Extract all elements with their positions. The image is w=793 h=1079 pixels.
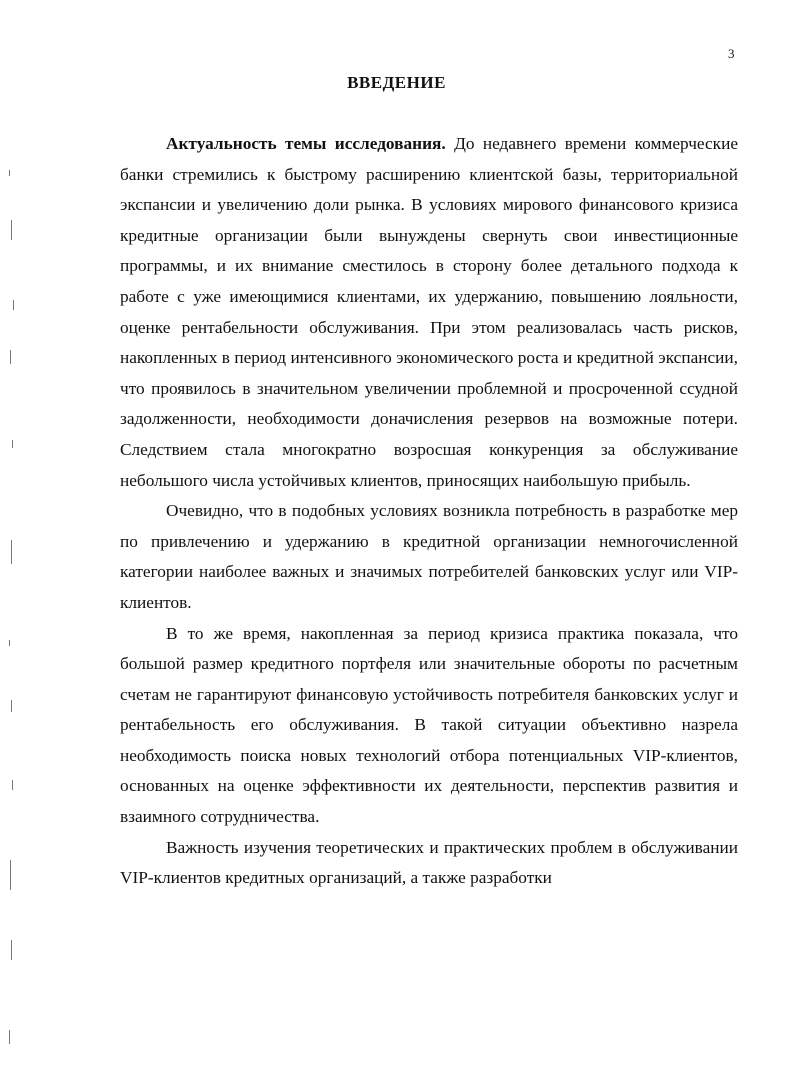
scan-edge-marks xyxy=(3,160,17,1060)
paragraph-practice: В то же время, накопленная за период кризиса практика показала, что большой размер кредитного портфеля или значительные обороты по расчетным счетам не гарантируют финансовую устойчивость потребителя банковских услуг и рентабельность его обслуживания. В такой ситуации объективно назрела необходимость поиска новых технологий отбора потенциальных VIP-клиентов, основанных на оценке эффективности их деятельности, перспектив развития и взаимного сотрудничества. xyxy=(120,623,738,827)
document-body xyxy=(120,129,738,894)
scan-mark xyxy=(13,300,14,310)
paragraph-text: До недавнего времени коммерческие банки стремились к быстрому расширению клиентской базы, территориальной экспансии и увеличению доли рынка. В условиях мирового финансового кризиса кредитные организации были вынуждены свернуть свои инвестиционные программы, и их внимание сместилось в сторону более детального подхода к работе с уже имеющимися клиентами, их удержанию, повышению лояльности, оценке рентабельности обслуживания. При этом реализовалась часть рисков, накопленных в период интенсивного экономического роста и кредитной экспансии, что проявилось в значительном увеличении проблемной и просроченной ссудной задолженности, необходимости доначисления резервов на возможные потери. Следствием стала многократно возросшая конкуренция за обслуживание небольшого числа устойчивых клиентов, приносящих наибольшую прибыль. xyxy=(120,134,738,490)
scan-mark xyxy=(11,220,12,240)
scan-mark xyxy=(11,700,12,712)
paragraph-lead: Актуальность темы исследования. xyxy=(166,134,446,153)
scan-mark xyxy=(11,940,12,960)
page-number: 3 xyxy=(728,46,735,61)
scan-mark xyxy=(12,440,13,448)
paragraph-need: Очевидно, что в подобных условиях возникла потребность в разработке мер по привлечению и удержанию в кредитной организации немногочисленной категории наиболее важных и значимых потребителей банковских услуг или VIP-клиентов. xyxy=(120,501,738,612)
scan-mark xyxy=(11,540,12,564)
scan-mark xyxy=(10,860,11,890)
scan-mark xyxy=(9,640,10,646)
paragraph-relevance xyxy=(120,129,738,496)
scan-mark xyxy=(10,350,11,364)
scan-mark xyxy=(12,780,13,790)
scan-mark xyxy=(9,170,10,176)
scan-mark xyxy=(9,1030,10,1044)
page-title: ВВЕДЕНИЕ xyxy=(347,73,446,92)
paragraph-importance: Важность изучения теоретических и практических проблем в обслуживании VIP-клиентов кредитных организаций, а также разработки xyxy=(120,837,738,888)
